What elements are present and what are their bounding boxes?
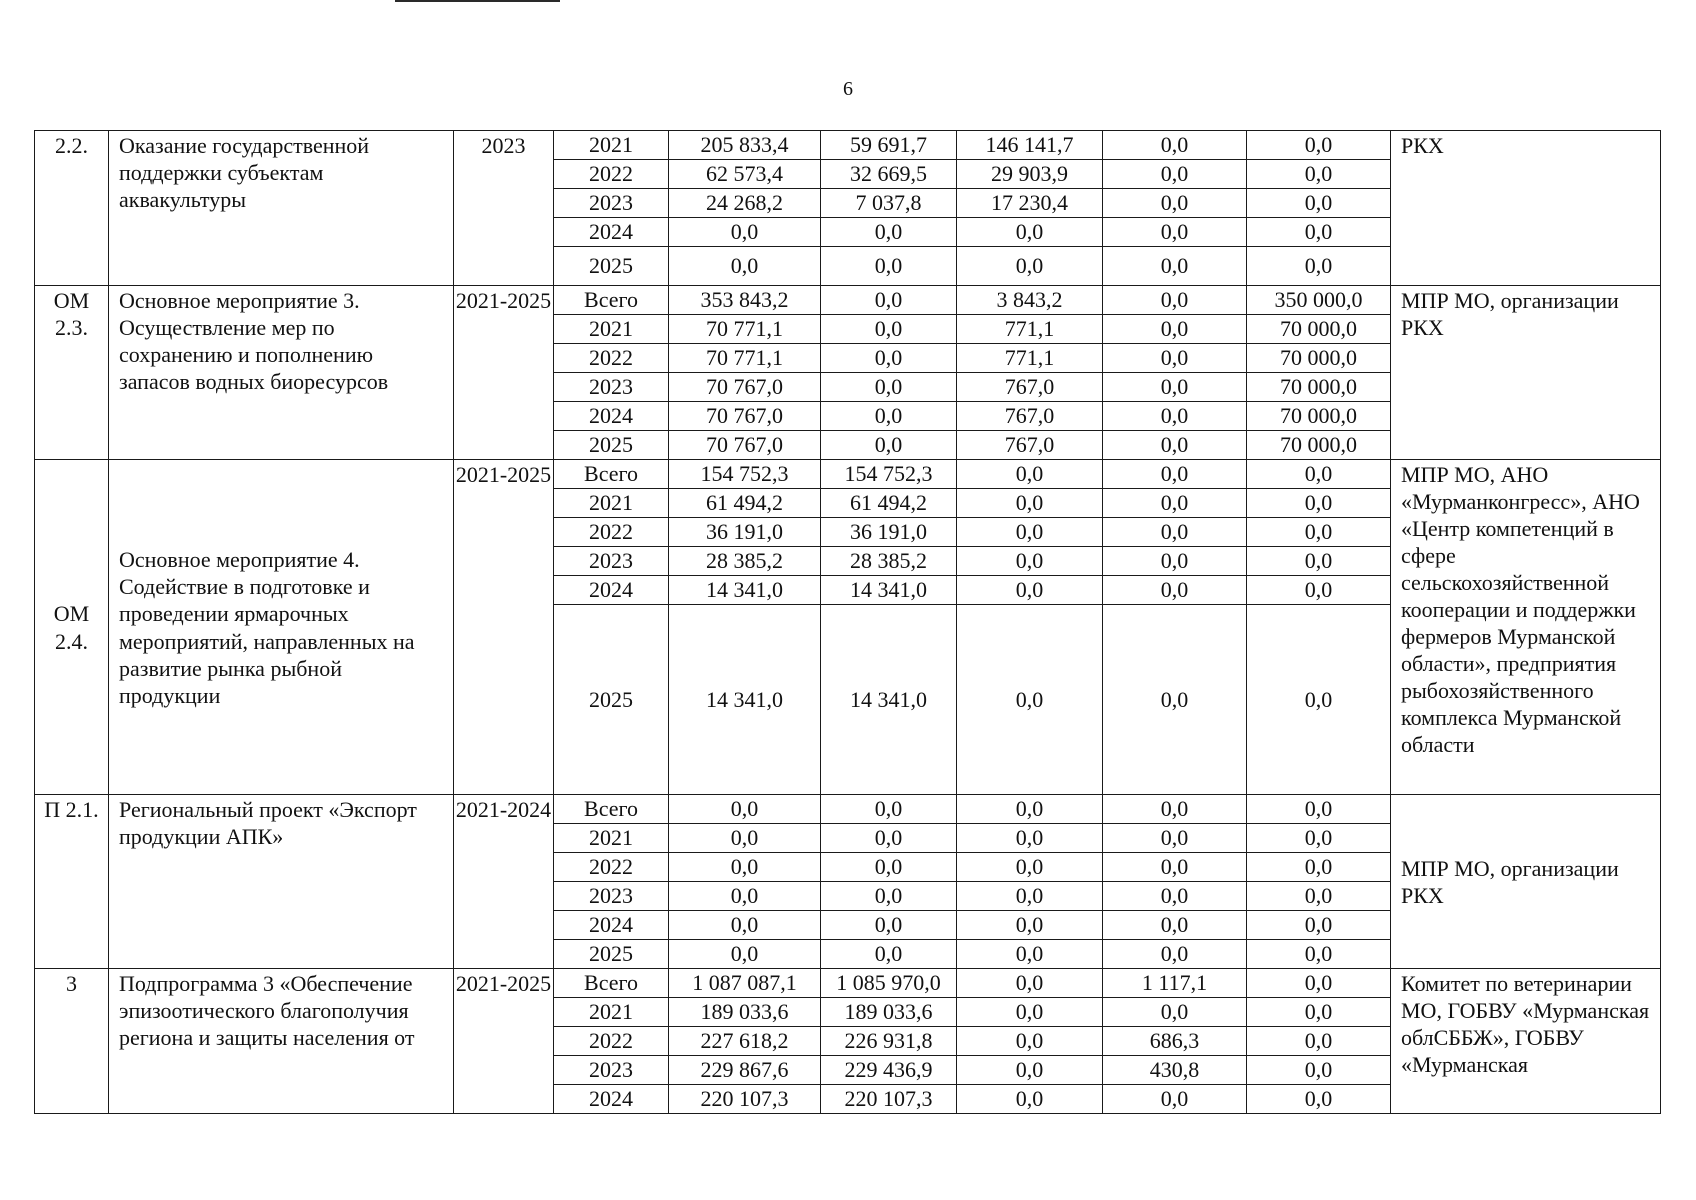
- value-local-cell: 0,0: [1103, 131, 1247, 160]
- value-total-cell: 70 771,1: [669, 344, 821, 373]
- value-other-cell: 0,0: [1247, 969, 1391, 998]
- value-total-cell: 14 341,0: [669, 605, 821, 795]
- table-row: [35, 286, 1661, 315]
- year-cell: 2021: [554, 315, 669, 344]
- value-other-cell: 0,0: [1247, 795, 1391, 824]
- scan-artifact-line: [395, 0, 560, 2]
- value-local-cell: 0,0: [1103, 518, 1247, 547]
- year-cell: 2021: [554, 131, 669, 160]
- year-cell: 2023: [554, 882, 669, 911]
- year-cell: 2025: [554, 940, 669, 969]
- value-other-cell: 0,0: [1247, 605, 1391, 795]
- value-local-cell: 0,0: [1103, 431, 1247, 460]
- value-total-cell: 1 087 087,1: [669, 969, 821, 998]
- section-number-cell: 2.2.: [35, 131, 109, 286]
- value-regional-cell: 14 341,0: [821, 576, 957, 605]
- value-total-cell: 0,0: [669, 882, 821, 911]
- year-cell: Всего: [554, 795, 669, 824]
- value-total-cell: 0,0: [669, 940, 821, 969]
- value-other-cell: 70 000,0: [1247, 373, 1391, 402]
- value-federal-cell: 0,0: [957, 998, 1103, 1027]
- year-cell: 2024: [554, 218, 669, 247]
- value-local-cell: 686,3: [1103, 1027, 1247, 1056]
- year-cell: 2021: [554, 489, 669, 518]
- section-number-cell: ОМ 2.3.: [35, 286, 109, 460]
- year-cell: 2024: [554, 576, 669, 605]
- section-name-cell: Оказание государственной поддержки субъектам аквакультуры: [109, 131, 454, 286]
- value-other-cell: 70 000,0: [1247, 344, 1391, 373]
- value-regional-cell: 0,0: [821, 286, 957, 315]
- value-federal-cell: 767,0: [957, 402, 1103, 431]
- value-federal-cell: 767,0: [957, 373, 1103, 402]
- value-total-cell: 229 867,6: [669, 1056, 821, 1085]
- value-federal-cell: 0,0: [957, 460, 1103, 489]
- year-cell: Всего: [554, 286, 669, 315]
- executor-cell: МПР МО, организации РКХ: [1391, 286, 1661, 460]
- value-regional-cell: 0,0: [821, 911, 957, 940]
- section-term-cell: 2021-2024: [454, 795, 554, 969]
- value-federal-cell: 17 230,4: [957, 189, 1103, 218]
- value-other-cell: 0,0: [1247, 489, 1391, 518]
- value-other-cell: 70 000,0: [1247, 402, 1391, 431]
- value-other-cell: 0,0: [1247, 882, 1391, 911]
- value-federal-cell: 0,0: [957, 1085, 1103, 1114]
- value-regional-cell: 28 385,2: [821, 547, 957, 576]
- section-number-cell: ОМ 2.4.: [35, 460, 109, 795]
- value-total-cell: 0,0: [669, 853, 821, 882]
- executor-cell: Комитет по ветеринарии МО, ГОБВУ «Мурманская облСББЖ», ГОБВУ «Мурманская: [1391, 969, 1661, 1114]
- value-local-cell: 0,0: [1103, 218, 1247, 247]
- year-cell: Всего: [554, 969, 669, 998]
- value-total-cell: 70 767,0: [669, 431, 821, 460]
- value-federal-cell: 0,0: [957, 853, 1103, 882]
- value-total-cell: 154 752,3: [669, 460, 821, 489]
- value-local-cell: 0,0: [1103, 344, 1247, 373]
- value-total-cell: 227 618,2: [669, 1027, 821, 1056]
- executor-cell: МПР МО, АНО «Мурманконгресс», АНО «Центр компетенций в сфере сельскохозяйственной кооперации и поддержки фермеров Мурманской области», предприятия рыбохозяйственного комплекса Мурманской области: [1391, 460, 1661, 795]
- value-federal-cell: 0,0: [957, 576, 1103, 605]
- value-local-cell: 0,0: [1103, 247, 1247, 286]
- value-total-cell: 0,0: [669, 824, 821, 853]
- value-total-cell: 28 385,2: [669, 547, 821, 576]
- value-federal-cell: 0,0: [957, 218, 1103, 247]
- value-federal-cell: 0,0: [957, 911, 1103, 940]
- value-other-cell: 0,0: [1247, 218, 1391, 247]
- executor-cell: МПР МО, организации РКХ: [1391, 795, 1661, 969]
- value-federal-cell: 767,0: [957, 431, 1103, 460]
- value-regional-cell: 154 752,3: [821, 460, 957, 489]
- value-other-cell: 0,0: [1247, 1027, 1391, 1056]
- table-row: [35, 460, 1661, 489]
- section-name-cell: Основное мероприятие 3. Осуществление мер по сохранению и пополнению запасов водных биоресурсов: [109, 286, 454, 460]
- value-other-cell: 0,0: [1247, 547, 1391, 576]
- value-local-cell: 0,0: [1103, 1085, 1247, 1114]
- year-cell: 2022: [554, 518, 669, 547]
- value-other-cell: 70 000,0: [1247, 431, 1391, 460]
- value-total-cell: 70 767,0: [669, 373, 821, 402]
- value-local-cell: 0,0: [1103, 998, 1247, 1027]
- year-cell: 2023: [554, 1056, 669, 1085]
- year-cell: 2021: [554, 824, 669, 853]
- value-regional-cell: 229 436,9: [821, 1056, 957, 1085]
- value-total-cell: 220 107,3: [669, 1085, 821, 1114]
- value-local-cell: 0,0: [1103, 853, 1247, 882]
- value-federal-cell: 0,0: [957, 940, 1103, 969]
- value-other-cell: 0,0: [1247, 160, 1391, 189]
- value-regional-cell: 189 033,6: [821, 998, 957, 1027]
- value-regional-cell: 59 691,7: [821, 131, 957, 160]
- value-other-cell: 0,0: [1247, 1085, 1391, 1114]
- value-federal-cell: 0,0: [957, 605, 1103, 795]
- value-local-cell: 0,0: [1103, 882, 1247, 911]
- executor-cell: РКХ: [1391, 131, 1661, 286]
- value-federal-cell: 771,1: [957, 344, 1103, 373]
- value-other-cell: 0,0: [1247, 940, 1391, 969]
- value-regional-cell: 0,0: [821, 344, 957, 373]
- value-other-cell: 0,0: [1247, 460, 1391, 489]
- value-other-cell: 0,0: [1247, 911, 1391, 940]
- value-regional-cell: 0,0: [821, 824, 957, 853]
- value-federal-cell: 3 843,2: [957, 286, 1103, 315]
- value-regional-cell: 0,0: [821, 218, 957, 247]
- value-local-cell: 0,0: [1103, 402, 1247, 431]
- value-federal-cell: 0,0: [957, 824, 1103, 853]
- value-federal-cell: 0,0: [957, 795, 1103, 824]
- section-name-cell: Основное мероприятие 4. Содействие в подготовке и проведении ярмарочных мероприятий, направленных на развитие рынка рыбной продукции: [109, 460, 454, 795]
- value-federal-cell: 0,0: [957, 1056, 1103, 1085]
- section-name-cell: Подпрограмма 3 «Обеспечение эпизоотического благополучия региона и защиты населения от: [109, 969, 454, 1114]
- value-total-cell: 36 191,0: [669, 518, 821, 547]
- value-regional-cell: 0,0: [821, 247, 957, 286]
- value-federal-cell: 146 141,7: [957, 131, 1103, 160]
- value-local-cell: 0,0: [1103, 373, 1247, 402]
- year-cell: 2023: [554, 373, 669, 402]
- value-local-cell: 430,8: [1103, 1056, 1247, 1085]
- value-total-cell: 0,0: [669, 795, 821, 824]
- value-total-cell: 62 573,4: [669, 160, 821, 189]
- value-regional-cell: 36 191,0: [821, 518, 957, 547]
- value-total-cell: 205 833,4: [669, 131, 821, 160]
- year-cell: 2022: [554, 160, 669, 189]
- section-number-cell: 3: [35, 969, 109, 1114]
- value-regional-cell: 1 085 970,0: [821, 969, 957, 998]
- value-other-cell: 0,0: [1247, 131, 1391, 160]
- value-other-cell: 0,0: [1247, 824, 1391, 853]
- value-regional-cell: 0,0: [821, 940, 957, 969]
- value-regional-cell: 0,0: [821, 853, 957, 882]
- value-other-cell: 70 000,0: [1247, 315, 1391, 344]
- value-local-cell: 0,0: [1103, 315, 1247, 344]
- value-local-cell: 0,0: [1103, 940, 1247, 969]
- value-total-cell: 70 771,1: [669, 315, 821, 344]
- value-federal-cell: 0,0: [957, 969, 1103, 998]
- value-local-cell: 0,0: [1103, 460, 1247, 489]
- value-regional-cell: 32 669,5: [821, 160, 957, 189]
- value-local-cell: 0,0: [1103, 489, 1247, 518]
- value-regional-cell: 61 494,2: [821, 489, 957, 518]
- value-federal-cell: 0,0: [957, 489, 1103, 518]
- value-total-cell: 353 843,2: [669, 286, 821, 315]
- value-federal-cell: 0,0: [957, 1027, 1103, 1056]
- value-total-cell: 0,0: [669, 911, 821, 940]
- value-local-cell: 0,0: [1103, 189, 1247, 218]
- year-cell: 2024: [554, 1085, 669, 1114]
- value-local-cell: 1 117,1: [1103, 969, 1247, 998]
- value-federal-cell: 0,0: [957, 882, 1103, 911]
- value-regional-cell: 14 341,0: [821, 605, 957, 795]
- year-cell: 2025: [554, 605, 669, 795]
- value-total-cell: 61 494,2: [669, 489, 821, 518]
- value-local-cell: 0,0: [1103, 286, 1247, 315]
- year-cell: 2025: [554, 247, 669, 286]
- value-local-cell: 0,0: [1103, 547, 1247, 576]
- table-row: [35, 131, 1661, 160]
- value-regional-cell: 0,0: [821, 315, 957, 344]
- program-funding-table: [34, 130, 1661, 1114]
- year-cell: 2021: [554, 998, 669, 1027]
- year-cell: 2022: [554, 344, 669, 373]
- year-cell: 2024: [554, 402, 669, 431]
- value-other-cell: 0,0: [1247, 189, 1391, 218]
- table-row: [35, 969, 1661, 998]
- value-regional-cell: 0,0: [821, 431, 957, 460]
- year-cell: Всего: [554, 460, 669, 489]
- value-regional-cell: 226 931,8: [821, 1027, 957, 1056]
- section-name-cell: Региональный проект «Экспорт продукции АПК»: [109, 795, 454, 969]
- section-term-cell: 2023: [454, 131, 554, 286]
- value-local-cell: 0,0: [1103, 795, 1247, 824]
- value-regional-cell: 0,0: [821, 795, 957, 824]
- value-local-cell: 0,0: [1103, 160, 1247, 189]
- year-cell: 2024: [554, 911, 669, 940]
- year-cell: 2025: [554, 431, 669, 460]
- value-federal-cell: 0,0: [957, 247, 1103, 286]
- value-regional-cell: 0,0: [821, 402, 957, 431]
- section-term-cell: 2021-2025: [454, 460, 554, 795]
- section-number-cell: П 2.1.: [35, 795, 109, 969]
- value-total-cell: 14 341,0: [669, 576, 821, 605]
- year-cell: 2023: [554, 547, 669, 576]
- year-cell: 2022: [554, 1027, 669, 1056]
- value-regional-cell: 0,0: [821, 373, 957, 402]
- value-federal-cell: 29 903,9: [957, 160, 1103, 189]
- year-cell: 2023: [554, 189, 669, 218]
- value-federal-cell: 771,1: [957, 315, 1103, 344]
- page-number: 6: [843, 78, 853, 100]
- table-row: [35, 795, 1661, 824]
- section-term-cell: 2021-2025: [454, 286, 554, 460]
- value-local-cell: 0,0: [1103, 576, 1247, 605]
- value-local-cell: 0,0: [1103, 605, 1247, 795]
- value-local-cell: 0,0: [1103, 824, 1247, 853]
- value-other-cell: 0,0: [1247, 998, 1391, 1027]
- value-total-cell: 0,0: [669, 218, 821, 247]
- value-total-cell: 189 033,6: [669, 998, 821, 1027]
- value-local-cell: 0,0: [1103, 911, 1247, 940]
- section-term-cell: 2021-2025: [454, 969, 554, 1114]
- value-federal-cell: 0,0: [957, 547, 1103, 576]
- value-other-cell: 0,0: [1247, 1056, 1391, 1085]
- year-cell: 2022: [554, 853, 669, 882]
- value-other-cell: 350 000,0: [1247, 286, 1391, 315]
- value-federal-cell: 0,0: [957, 518, 1103, 547]
- value-other-cell: 0,0: [1247, 853, 1391, 882]
- value-regional-cell: 7 037,8: [821, 189, 957, 218]
- value-other-cell: 0,0: [1247, 518, 1391, 547]
- value-other-cell: 0,0: [1247, 576, 1391, 605]
- value-regional-cell: 220 107,3: [821, 1085, 957, 1114]
- value-total-cell: 70 767,0: [669, 402, 821, 431]
- value-total-cell: 24 268,2: [669, 189, 821, 218]
- value-regional-cell: 0,0: [821, 882, 957, 911]
- value-total-cell: 0,0: [669, 247, 821, 286]
- value-other-cell: 0,0: [1247, 247, 1391, 286]
